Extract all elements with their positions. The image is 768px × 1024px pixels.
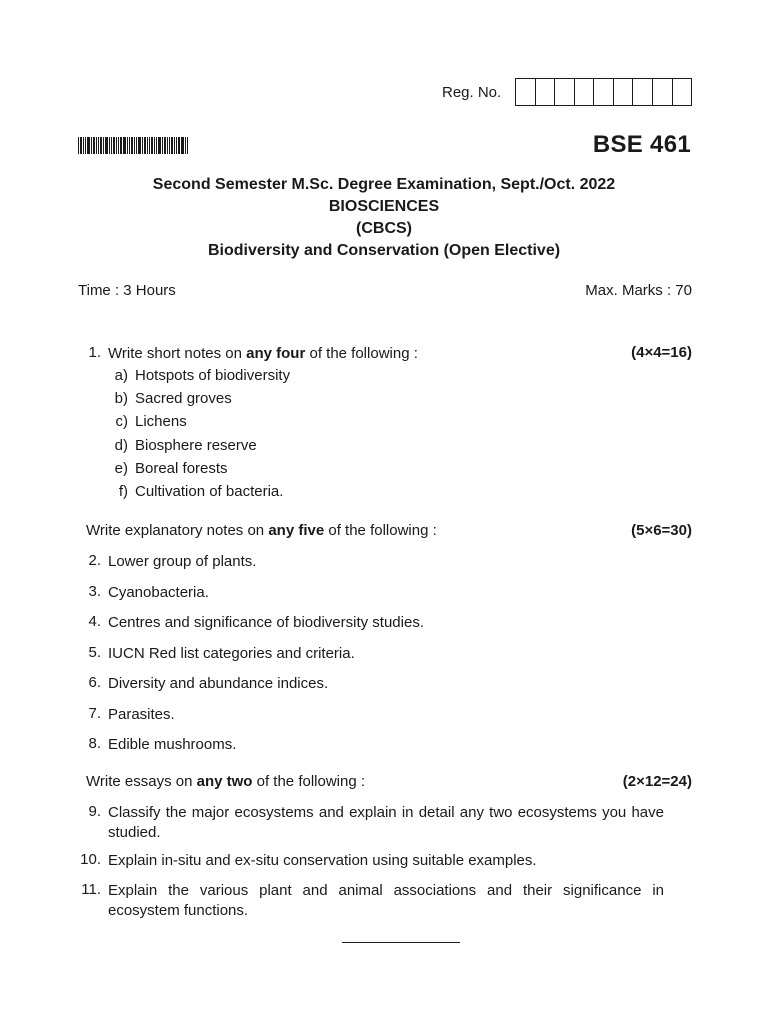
paper-code: BSE 461 — [592, 131, 691, 158]
end-divider — [342, 942, 460, 943]
section-marks: (5×6=30) — [631, 522, 692, 539]
reg-no-box — [673, 79, 692, 105]
reg-no-box — [633, 79, 653, 105]
reg-no-box — [653, 79, 673, 105]
question-number: 1. — [88, 344, 101, 361]
scheme-title: (CBCS) — [356, 220, 412, 237]
reg-no-box — [536, 79, 556, 105]
subject-title: BIOSCIENCES — [328, 198, 440, 215]
reg-no-box — [594, 79, 614, 105]
reg-no-box — [614, 79, 634, 105]
meta-row — [78, 282, 692, 299]
reg-no-box — [555, 79, 575, 105]
question-text: Write short notes on any four of the following : — [108, 345, 418, 362]
reg-no-boxes — [515, 78, 692, 106]
question-marks: (4×4=16) — [631, 344, 692, 361]
section-3-heading: Write essays on any two of the following : (2×12=24) — [86, 773, 692, 790]
reg-no-box — [516, 79, 536, 105]
barcode-icon — [78, 137, 192, 154]
time-label: Time : 3 Hours — [78, 282, 176, 299]
course-title: Biodiversity and Conservation (Open Elective) — [207, 242, 561, 259]
exam-title: Second Semester M.Sc. Degree Examination, Sept./Oct. 2022 — [152, 176, 616, 193]
max-marks-label: Max. Marks : 70 — [585, 282, 692, 299]
section-2-heading: Write explanatory notes on any five of the following : (5×6=30) — [86, 522, 692, 539]
section-marks: (2×12=24) — [622, 773, 692, 790]
reg-no-box — [575, 79, 595, 105]
reg-no-label: Reg. No. — [442, 84, 502, 101]
